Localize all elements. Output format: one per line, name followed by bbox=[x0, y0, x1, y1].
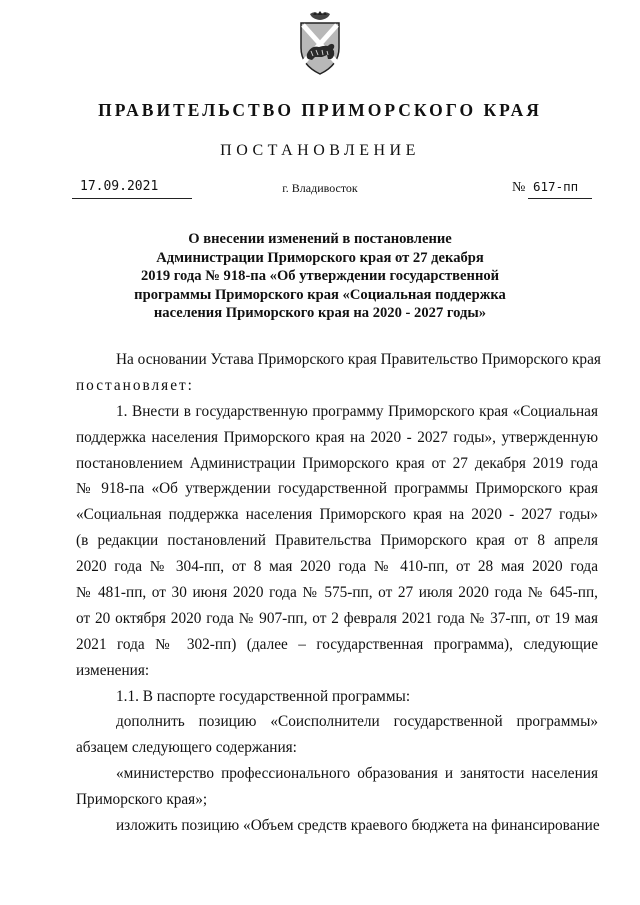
decree-number: 617-пп bbox=[533, 179, 579, 194]
document-type: ПОСТАНОВЛЕНИЕ bbox=[220, 142, 420, 159]
decree-number-underline bbox=[528, 178, 592, 199]
government-name: ПРАВИТЕЛЬСТВО ПРИМОРСКОГО КРАЯ bbox=[98, 100, 542, 120]
body-line: (в редакции постановлений Правительства Приморского края от 8 апреля bbox=[76, 532, 598, 550]
number-label: № bbox=[512, 180, 526, 195]
title-line: 2019 года № 918-па «Об утверждении государственной bbox=[140, 268, 500, 284]
body-line: На основании Устава Приморского края Правительство Приморского края bbox=[116, 351, 601, 368]
body-line: изложить позицию «Объем средств краевого бюджета на финансирование bbox=[116, 817, 600, 835]
body-line: постановлением Администрации Приморского края от 27 декабря 2019 года bbox=[76, 454, 598, 472]
body-line: «министерство профессионального образования и занятости населения bbox=[116, 765, 598, 783]
body-line: поддержка населения Приморского края на 2020 - 2027 годы», утвержденную bbox=[76, 428, 598, 446]
body-line: № 481-пп, от 30 июня 2020 года № 575-пп, от 27 июля 2020 года № 645-пп, bbox=[76, 584, 598, 602]
body-line: абзацем следующего содержания: bbox=[76, 739, 297, 757]
body-line: дополнить позицию «Соисполнители государственной программы» bbox=[116, 713, 598, 731]
document-title bbox=[130, 230, 510, 323]
coat-of-arms-emblem bbox=[297, 10, 343, 76]
title-line: О внесении изменений в постановление bbox=[188, 231, 452, 247]
number-field bbox=[512, 178, 594, 198]
decree-date: 17.09.2021 bbox=[80, 179, 159, 194]
body-line: постановляет: bbox=[76, 376, 194, 394]
body-line: № 918-па «Об утверждении государственной программы Приморского края bbox=[76, 480, 598, 498]
body-line: Приморского края»; bbox=[76, 791, 208, 809]
title-line: программы Приморского края «Социальная поддержка bbox=[134, 286, 506, 303]
body-line: 2020 года № 304-пп, от 8 мая 2020 года № 410-пп, от 28 мая 2020 года bbox=[76, 558, 598, 576]
body-line: 1.1. В паспорте государственной программы: bbox=[116, 687, 411, 705]
body-line: изменения: bbox=[76, 661, 150, 679]
document-body bbox=[76, 347, 601, 839]
body-line: «Социальная поддержка населения Приморского края на 2020 - 2027 годы» bbox=[76, 506, 598, 524]
city: г. Владивосток bbox=[282, 181, 358, 195]
body-line: 2021 года № 302-пп) (далее – государственная программа), следующие bbox=[76, 635, 598, 653]
decree-meta-row bbox=[0, 178, 640, 200]
body-line: 1. Внести в государственную программу Приморского края «Социальная bbox=[116, 402, 598, 420]
title-line: Администрации Приморского края от 27 декабря bbox=[156, 249, 484, 266]
title-line: населения Приморского края на 2020 - 2027 годы» bbox=[153, 305, 487, 321]
body-line: от 20 октября 2020 года № 907-пп, от 2 февраля 2021 года № 37-пп, от 19 мая bbox=[76, 609, 598, 627]
